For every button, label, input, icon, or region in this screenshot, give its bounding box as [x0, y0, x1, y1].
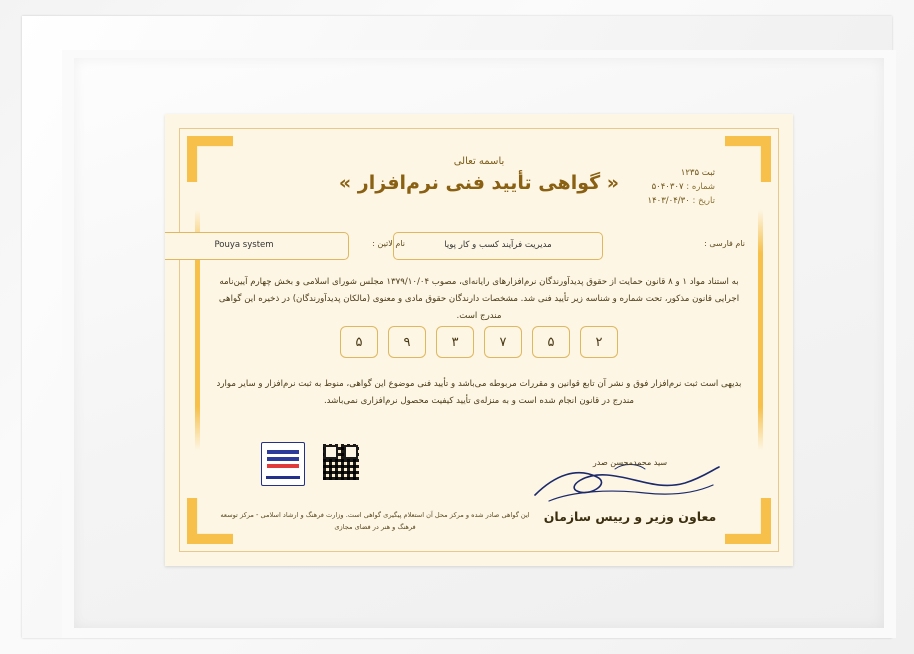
- bismillah-text: باسمه تعالی: [453, 156, 505, 167]
- serial-digit: ۹: [388, 326, 426, 358]
- serial-digit: ۳: [436, 326, 474, 358]
- registration-row: [648, 166, 715, 180]
- latin-name-label: نام لاتین :: [372, 239, 405, 248]
- picture-frame-outer: [22, 16, 892, 638]
- registration-label: ثبت ۱۲۳۵: [680, 168, 715, 178]
- organization-emblem-icon: [261, 442, 305, 486]
- handwritten-signature-icon: [515, 461, 745, 507]
- date-row: [648, 194, 715, 208]
- number-label: شماره :: [686, 182, 715, 193]
- signature-block: [515, 458, 745, 524]
- certificate-title: « گواهی تأیید فنی نرم‌افزار »: [338, 172, 620, 194]
- latin-name-value: Pouya system: [214, 240, 274, 250]
- certificate-sheet: [165, 114, 793, 566]
- latin-name-box: [165, 232, 349, 260]
- legal-paragraph-1: به استناد مواد ۱ و ۸ قانون حمایت از حقوق پدیدآورندگان نرم‌افزارهای رایانه‌ای، مصوب ۱۳۷۹/۱۰/۰۴ مجلس شورای اسلامی و بخش چهارم آیین‌نامه اجرایی قانون مذکور، تحت شماره و شناسه زیر تأیید فنی شد. مشخصات دارندگان حقوق مادی و معنوی (مالکان پدیدآورندگان) در ذخیره این گواهی مندرج است.: [218, 277, 740, 321]
- emblem-bars: [267, 450, 299, 470]
- date-label: تاریخ :: [692, 196, 715, 207]
- signatory-name: سید محمدمحسن صدر: [592, 458, 668, 467]
- name-fields: [205, 232, 753, 260]
- number-value: ۵۰۴۰۳۰۷: [651, 182, 684, 193]
- serial-digit: ۲: [580, 326, 618, 358]
- serial-number-row: [165, 326, 793, 358]
- legal-paragraph-2: بدیهی است ثبت نرم‌افزار فوق و نشر آن تابع قوانین و مقررات مربوطه می‌باشد و تأیید فنی موضوع این گواهی، منوط به ثبت نرم‌افزار و سایر موارد مندرج در قانون انجام شده است و به منزله‌ی تأیید کیفیت محصول نرم‌افزاری نمی‌باشد.: [216, 379, 742, 406]
- serial-digit: ۵: [532, 326, 570, 358]
- persian-name-label: نام فارسی :: [704, 239, 745, 248]
- serial-digit: ۵: [340, 326, 378, 358]
- persian-name-value: مدیریت فرآیند کسب و کار پویا: [444, 240, 552, 250]
- signatory-title: معاون وزیر و رییس سازمان: [543, 509, 717, 524]
- persian-name-box: [393, 232, 603, 260]
- certificate-footnote: این گواهی صادر شده و مرکز محل آن استعلام پیگیری گواهی است. وزارت فرهنگ و ارشاد اسلامی - مرکز توسعه فرهنگ و هنر در فضای مجازی: [220, 510, 530, 532]
- serial-digit: ۷: [484, 326, 522, 358]
- certificate-meta: [648, 166, 715, 208]
- number-row: [648, 180, 715, 194]
- date-value: ۱۴۰۳/۰۴/۳۰: [647, 196, 690, 207]
- qr-code-icon[interactable]: [321, 442, 361, 482]
- emblem-base: [266, 476, 300, 479]
- signature-stroke: [515, 461, 745, 507]
